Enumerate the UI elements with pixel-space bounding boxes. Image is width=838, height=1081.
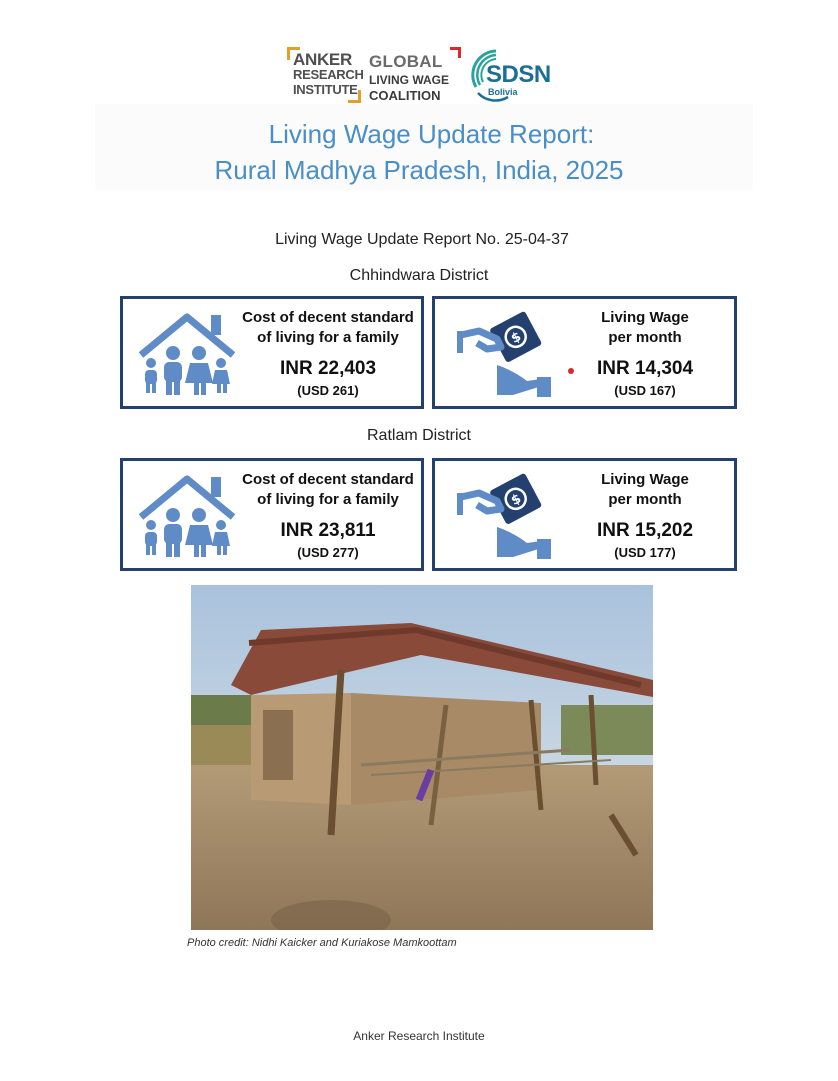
report-title-line1: Living Wage Update Report: — [268, 119, 595, 149]
cost-usd: (USD 277) — [297, 545, 359, 560]
wage-usd: (USD 177) — [614, 545, 676, 560]
cost-usd: (USD 261) — [297, 383, 359, 398]
report-number: Living Wage Update Report No. 25-04-37 — [275, 231, 569, 248]
sdsn-logo-name: SDSN — [486, 61, 551, 88]
sdsn-logo-sub: Bolivia — [488, 87, 518, 97]
glwc-logo-line1: GLOBAL — [369, 52, 443, 71]
svg-text:$: $ — [508, 329, 524, 347]
district-name-chhindwara: Chhindwara District — [349, 267, 489, 284]
wage-box-chhindwara — [432, 296, 737, 409]
wage-inr: INR 14,304 — [596, 358, 694, 379]
anker-logo-line1: ANKER — [293, 50, 352, 69]
glwc-logo-line3: COALITION — [369, 88, 441, 103]
wage-box-ratlam — [432, 458, 737, 571]
anker-logo-line3: INSTITUTE — [293, 82, 358, 97]
wage-label-line1: Living Wage — [601, 309, 689, 326]
family-house-icon — [137, 311, 237, 397]
wage-label-line2: per month — [608, 491, 682, 508]
rural-hut-image — [191, 585, 653, 930]
report-title-line2: Rural Madhya Pradesh, India, 2025 — [214, 155, 624, 185]
cost-label-line1: Cost of decent standard — [242, 471, 414, 488]
wage-usd: (USD 167) — [614, 383, 676, 398]
glwc-logo — [369, 47, 461, 103]
wage-inr: INR 15,202 — [596, 520, 694, 541]
cost-label — [235, 308, 421, 348]
hand-money-icon — [457, 471, 553, 561]
cost-label-line1: Cost of decent standard — [242, 309, 414, 326]
glwc-logo-line2: LIVING WAGE — [369, 73, 450, 87]
cost-label — [235, 470, 421, 510]
district-name-ratlam: Ratlam District — [366, 427, 471, 444]
page-footer: Anker Research Institute — [353, 1029, 485, 1043]
cost-inr: INR 22,403 — [279, 358, 377, 379]
logo-corner-mark — [450, 47, 461, 58]
cost-box-chhindwara — [120, 296, 424, 409]
cost-inr: INR 23,811 — [280, 520, 376, 541]
wage-label-line1: Living Wage — [601, 471, 689, 488]
anker-logo — [287, 47, 364, 103]
family-house-icon — [137, 473, 237, 559]
svg-text:$: $ — [508, 491, 524, 509]
cost-box-ratlam — [120, 458, 424, 571]
anker-logo-line2: RESEARCH — [293, 67, 364, 82]
hand-money-icon — [457, 309, 553, 399]
wage-label-line2: per month — [608, 329, 682, 346]
sdsn-logo — [468, 47, 568, 103]
wage-label — [555, 308, 735, 348]
wage-label — [555, 470, 735, 510]
photo-credit: Photo credit: Nidhi Kaicker and Kuriakose Mamkoottam — [187, 937, 457, 949]
cost-label-line2: of living for a family — [257, 329, 399, 346]
hut-photo — [191, 585, 653, 930]
cost-label-line2: of living for a family — [257, 491, 399, 508]
